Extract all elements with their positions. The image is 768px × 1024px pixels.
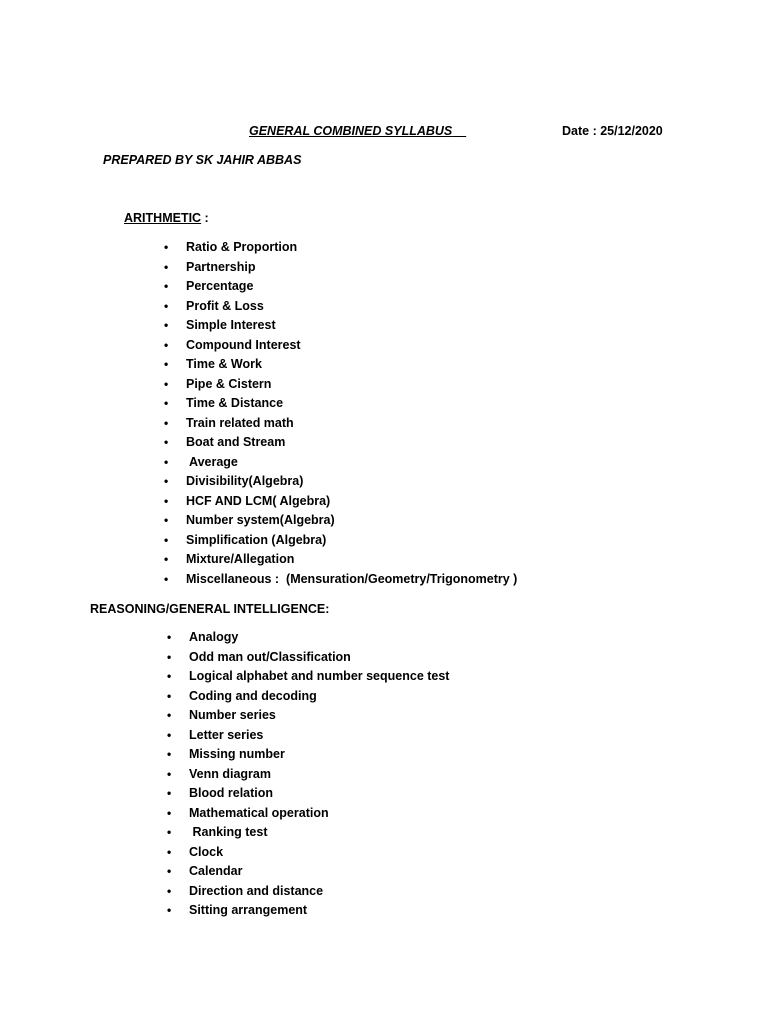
- bullet-icon: •: [167, 688, 172, 703]
- list-item-text: HCF AND LCM( Algebra): [186, 493, 331, 508]
- document-title-text: GENERAL COMBINED SYLLABUS: [249, 124, 453, 138]
- reasoning-heading: REASONING/GENERAL INTELLIGENCE:: [90, 602, 330, 616]
- bullet-icon: •: [164, 240, 169, 254]
- list-item: [164, 531, 517, 551]
- list-item: [167, 745, 449, 765]
- bullet-icon: •: [167, 786, 172, 800]
- list-item: [167, 765, 449, 785]
- list-item: [164, 336, 517, 356]
- list-item-text: Ratio & Proportion: [186, 240, 298, 254]
- list-item: [167, 726, 449, 746]
- list-item: [167, 706, 449, 726]
- list-item-text: Number system(Algebra): [186, 513, 335, 527]
- list-item-text: Missing number: [189, 747, 285, 761]
- list-item: [167, 628, 449, 648]
- list-item: [164, 433, 517, 453]
- list-item: [164, 453, 517, 473]
- bullet-icon: •: [167, 825, 172, 839]
- bullet-icon: •: [164, 474, 169, 488]
- bullet-icon: •: [164, 376, 169, 391]
- bullet-icon: •: [164, 435, 169, 449]
- list-item: [167, 687, 449, 707]
- list-item-text: Profit & Loss: [186, 298, 264, 313]
- list-item: [164, 297, 517, 317]
- list-item-text: Direction and distance: [189, 883, 324, 898]
- list-item: [164, 492, 517, 512]
- bullet-icon: •: [167, 649, 172, 664]
- bullet-icon: •: [164, 259, 169, 274]
- bullet-icon: •: [167, 766, 172, 781]
- list-item-text: Blood relation: [189, 786, 274, 800]
- list-item-text: Train related math: [186, 415, 294, 430]
- bullet-icon: •: [164, 552, 169, 566]
- bullet-icon: •: [164, 318, 169, 332]
- list-item-text: Compound Interest: [186, 337, 301, 352]
- list-item: [167, 823, 449, 843]
- list-item: [164, 316, 517, 336]
- bullet-icon: •: [164, 357, 169, 371]
- list-item-text: Time & Distance: [186, 396, 284, 410]
- list-item: [167, 901, 449, 921]
- list-item-text: Pipe & Cistern: [186, 376, 272, 391]
- list-item-text: Partnership: [186, 259, 256, 274]
- list-item-text: Calendar: [189, 864, 243, 878]
- bullet-icon: •: [164, 454, 169, 469]
- list-item-text: Average: [186, 454, 238, 469]
- list-item-text: Ranking test: [189, 825, 268, 839]
- bullet-icon: •: [167, 903, 172, 917]
- bullet-icon: •: [167, 669, 172, 683]
- bullet-icon: •: [164, 298, 169, 313]
- list-item-text: Miscellaneous : (Mensuration/Geometry/Trigonometry ): [186, 571, 518, 586]
- arithmetic-heading: [124, 210, 209, 226]
- bullet-icon: •: [167, 727, 172, 742]
- list-item-text: Simple Interest: [186, 318, 276, 332]
- bullet-icon: •: [164, 493, 169, 508]
- list-item: [167, 882, 449, 902]
- list-item: [164, 238, 517, 258]
- bullet-icon: •: [164, 279, 169, 293]
- list-item-text: Sitting arrangement: [189, 903, 308, 917]
- bullet-icon: •: [167, 883, 172, 898]
- prepared-by-line: PREPARED BY SK JAHIR ABBAS: [103, 153, 302, 167]
- list-item: [167, 648, 449, 668]
- list-item: [164, 414, 517, 434]
- bullet-icon: •: [164, 532, 169, 547]
- list-item: [164, 258, 517, 278]
- bullet-icon: •: [167, 747, 172, 761]
- list-item-text: Divisibility(Algebra): [186, 474, 304, 488]
- bullet-icon: •: [167, 864, 172, 878]
- list-item-text: Odd man out/Classification: [189, 649, 351, 664]
- list-item-text: Percentage: [186, 279, 254, 293]
- bullet-icon: •: [167, 708, 172, 722]
- list-item: [164, 550, 517, 570]
- list-item-text: Logical alphabet and number sequence test: [189, 669, 450, 683]
- reasoning-topic-list: [167, 628, 450, 921]
- list-item-text: Simplification (Algebra): [186, 532, 327, 547]
- list-item: [167, 784, 449, 804]
- arithmetic-topic-list: [164, 238, 518, 589]
- list-item: [164, 472, 517, 492]
- list-item: [164, 511, 517, 531]
- list-item-text: Letter series: [189, 727, 264, 742]
- list-item-text: Mathematical operation: [189, 805, 329, 820]
- list-item: [164, 355, 517, 375]
- document-title: [249, 123, 466, 139]
- list-item: [167, 862, 449, 882]
- list-item: [167, 667, 450, 687]
- bullet-icon: •: [164, 571, 169, 586]
- list-item: [164, 394, 517, 414]
- arithmetic-heading-colon: :: [201, 211, 209, 225]
- document-title-underline-space: [452, 124, 466, 138]
- list-item-text: Analogy: [189, 630, 239, 644]
- bullet-icon: •: [164, 513, 169, 527]
- list-item-text: Clock: [189, 844, 224, 859]
- list-item: [167, 804, 449, 824]
- bullet-icon: •: [167, 844, 172, 859]
- list-item: [164, 375, 517, 395]
- bullet-icon: •: [167, 630, 172, 644]
- bullet-icon: •: [164, 396, 169, 410]
- bullet-icon: •: [167, 805, 172, 820]
- list-item: [167, 843, 449, 863]
- bullet-icon: •: [164, 415, 169, 430]
- list-item-text: Number series: [189, 708, 276, 722]
- list-item-text: Time & Work: [186, 357, 262, 371]
- bullet-icon: •: [164, 337, 169, 352]
- arithmetic-heading-label: ARITHMETIC: [124, 211, 202, 225]
- list-item: [164, 277, 517, 297]
- list-item: [164, 570, 518, 590]
- list-item-text: Boat and Stream: [186, 435, 286, 449]
- document-date: Date : 25/12/2020: [562, 124, 663, 138]
- list-item-text: Coding and decoding: [189, 688, 317, 703]
- list-item-text: Venn diagram: [189, 766, 271, 781]
- list-item-text: Mixture/Allegation: [186, 552, 295, 566]
